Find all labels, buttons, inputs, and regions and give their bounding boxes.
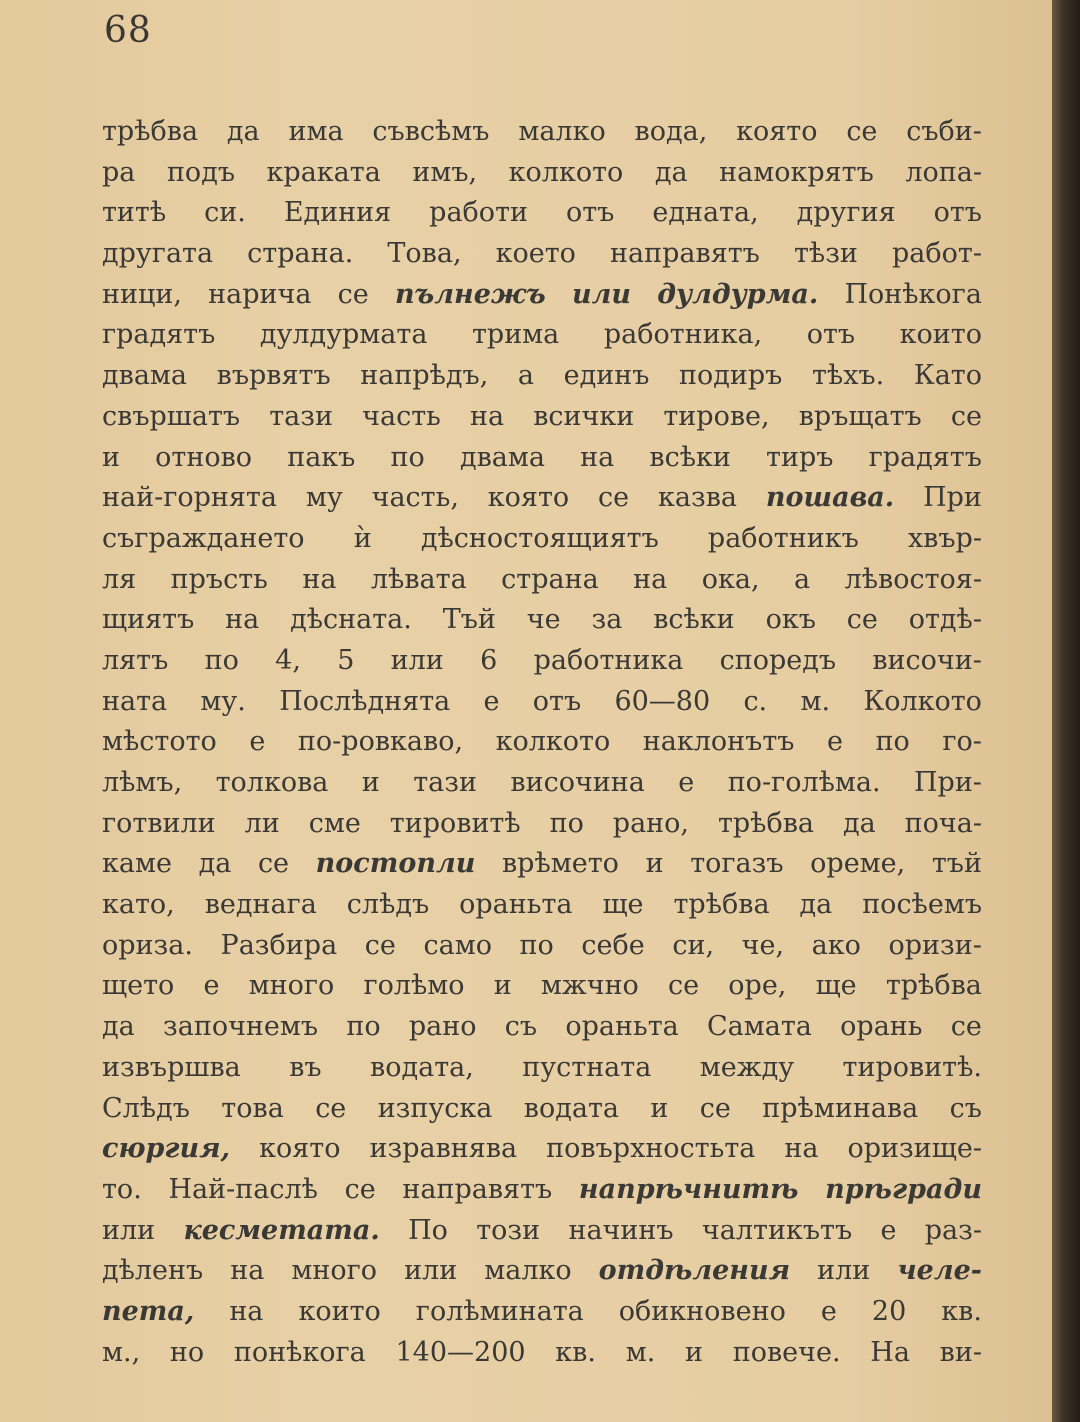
word: мѣстото	[102, 726, 217, 758]
emphasized-term: напрѣчнитѣ	[578, 1173, 799, 1205]
word: часть	[362, 400, 441, 432]
word: ви-	[939, 1336, 982, 1368]
text-line	[102, 885, 982, 926]
word: се	[315, 1092, 347, 1124]
text-line	[102, 682, 982, 723]
text-line	[102, 1089, 982, 1130]
word: сме	[308, 807, 361, 839]
word: на	[230, 1255, 265, 1287]
word: оризи-	[888, 929, 982, 961]
word: връщатъ	[798, 400, 922, 432]
word: и	[493, 970, 512, 1002]
word: страна	[501, 563, 599, 595]
word: 5	[337, 644, 355, 676]
word: си,	[672, 929, 715, 961]
word: трѣбва	[102, 116, 199, 147]
word: тази	[269, 400, 333, 432]
word: по	[519, 929, 554, 961]
word: е	[483, 685, 500, 717]
word: на	[225, 604, 260, 636]
word: малко	[518, 116, 606, 147]
word: напрѣдъ,	[360, 360, 489, 392]
word: се	[257, 848, 290, 880]
word: ораньта	[459, 889, 573, 921]
text-line	[102, 844, 982, 885]
word: оре,	[728, 970, 787, 1002]
word: тиръ	[766, 441, 834, 473]
word: се	[950, 1011, 982, 1043]
emphasized-term: пошава.	[765, 482, 895, 514]
word: хвър-	[907, 522, 982, 554]
word: височина	[510, 767, 645, 798]
word: има	[288, 116, 344, 147]
emphasized-term: или	[571, 278, 631, 310]
word: на	[302, 563, 337, 595]
word: да	[842, 807, 876, 839]
word: които	[899, 319, 982, 351]
word: отъ	[565, 197, 615, 229]
word: на	[633, 563, 668, 595]
word: вървятъ	[216, 360, 331, 392]
word: или	[390, 644, 444, 676]
word: изравнява	[369, 1133, 518, 1165]
word: по	[204, 644, 239, 676]
word: на	[784, 1133, 819, 1165]
emphasized-term: сюргия,	[102, 1133, 231, 1165]
word: само	[423, 929, 492, 961]
word: единъ	[563, 360, 650, 392]
word: Разбира	[220, 929, 338, 961]
word: вода,	[634, 116, 708, 147]
word: ли	[244, 807, 280, 839]
word: се	[344, 1173, 376, 1205]
text-line	[102, 1251, 982, 1292]
word: това	[221, 1092, 284, 1124]
word: да	[102, 1011, 135, 1043]
emphasized-term: отдѣления	[598, 1255, 791, 1287]
word: колкото	[508, 156, 624, 188]
word: лѣмъ,	[102, 767, 183, 798]
word: по	[549, 807, 584, 839]
word: Единия	[283, 197, 392, 229]
word: ореме,	[810, 848, 906, 880]
word: което	[495, 238, 576, 270]
word: 140—200	[395, 1336, 526, 1368]
text-line	[102, 112, 982, 153]
word: и	[102, 441, 120, 473]
word: веднага	[204, 889, 317, 921]
text-line	[102, 1292, 982, 1333]
word: кв.	[941, 1295, 982, 1327]
word: да	[198, 848, 232, 880]
word: толкова	[215, 767, 329, 798]
word: то.	[102, 1173, 142, 1205]
word: водата,	[370, 1051, 474, 1083]
word: го-	[942, 726, 982, 758]
word: като,	[102, 889, 175, 921]
word: щето	[102, 970, 175, 1002]
word: всѣки	[649, 441, 731, 473]
word: тази	[413, 767, 477, 798]
word: пустната	[522, 1051, 652, 1083]
word: които	[298, 1295, 381, 1327]
word: за	[591, 604, 623, 636]
word: е	[827, 726, 843, 758]
text-line	[102, 356, 982, 397]
word: 20	[871, 1295, 907, 1327]
word: кв.	[555, 1336, 596, 1368]
word: изпуска	[377, 1092, 493, 1124]
text-line	[102, 722, 982, 763]
text-line	[102, 1170, 982, 1211]
word: а	[517, 360, 535, 392]
word: направятъ	[610, 238, 760, 270]
word: слѣдъ	[346, 889, 430, 921]
word: ако	[811, 929, 861, 961]
word: работника,	[603, 319, 763, 351]
word: отдѣ-	[908, 604, 982, 636]
word: чалтикътъ	[701, 1214, 853, 1246]
word: ориза.	[102, 929, 193, 961]
word: Най-паслѣ	[168, 1173, 318, 1205]
word: щиятъ	[102, 604, 195, 636]
word: Самата	[707, 1011, 812, 1043]
word: При-	[913, 767, 982, 798]
word: извършва	[102, 1051, 241, 1083]
text-line	[102, 763, 982, 804]
text-line	[102, 519, 982, 560]
word: колкото	[495, 726, 611, 758]
word: окъ	[765, 604, 816, 636]
word: всѣки	[653, 604, 735, 636]
word: и	[685, 1336, 703, 1368]
word: поча-	[904, 807, 982, 839]
emphasized-term: прѣгради	[825, 1173, 982, 1205]
word: 4,	[275, 644, 301, 676]
word: часть,	[371, 482, 459, 514]
word: много	[248, 970, 335, 1002]
word: страна.	[247, 238, 354, 270]
word: но	[169, 1336, 205, 1368]
word: съ	[949, 1092, 982, 1124]
word: трима	[471, 319, 560, 351]
word: малко	[484, 1255, 572, 1287]
text-line	[102, 1129, 982, 1170]
text-line	[102, 478, 982, 519]
word: всички	[533, 400, 635, 432]
word: себе	[581, 929, 645, 961]
word: съ	[504, 1011, 538, 1043]
word: голѣмината	[415, 1295, 584, 1327]
word: тѣзи	[793, 238, 858, 270]
word: тъй	[931, 848, 982, 880]
word: ораньта	[565, 1011, 679, 1043]
word: на	[580, 441, 615, 473]
word: по	[390, 441, 425, 473]
word: е	[820, 1295, 837, 1327]
word: му.	[200, 685, 246, 717]
word: дѣсностоящиятъ	[420, 522, 659, 554]
word: и	[645, 848, 664, 880]
word: с.	[743, 685, 768, 717]
emphasized-term: пета,	[102, 1295, 195, 1327]
word: работника	[533, 644, 684, 676]
word: която	[259, 1133, 341, 1165]
word: лѣвостоя-	[844, 563, 982, 595]
word: на	[469, 400, 505, 432]
word: се	[598, 482, 630, 514]
word: другата	[102, 238, 214, 270]
word: споредъ	[719, 644, 837, 676]
text-line	[102, 804, 982, 845]
word: въ	[289, 1051, 322, 1083]
emphasized-term: постопли	[315, 848, 476, 880]
word: че,	[741, 929, 785, 961]
word: на	[229, 1295, 264, 1327]
word: се	[364, 929, 396, 961]
word: каме	[102, 848, 172, 880]
word: Понѣкога	[844, 278, 982, 310]
word: При	[923, 482, 982, 514]
text-line	[102, 315, 982, 356]
word: пръсть	[170, 563, 268, 595]
text-line	[102, 926, 982, 967]
word: отъ	[806, 319, 856, 351]
word: двама	[459, 441, 545, 473]
word: ока,	[701, 563, 760, 595]
word: трѣбва	[717, 807, 815, 839]
word: се	[950, 400, 982, 432]
word: казва	[658, 482, 737, 514]
text-line	[102, 560, 982, 601]
word: повърхностьта	[546, 1133, 756, 1165]
word: подиръ	[679, 360, 783, 392]
word: Като	[913, 360, 982, 392]
word: се	[846, 116, 878, 147]
word: трѣбва	[673, 889, 770, 921]
word: е	[678, 767, 695, 798]
word: по	[346, 1011, 381, 1043]
word: 6	[480, 644, 498, 676]
word: пакъ	[287, 441, 356, 473]
word: тѣхъ.	[811, 360, 885, 392]
word: На	[870, 1336, 910, 1368]
word: си.	[204, 197, 246, 229]
text-line	[102, 600, 982, 641]
text-line	[102, 234, 982, 275]
word: и	[650, 1092, 669, 1124]
word: направятъ	[402, 1173, 553, 1205]
word: рано	[408, 1011, 477, 1043]
text-line	[102, 1048, 982, 1089]
word: по-голѣма.	[727, 767, 881, 798]
word: лятъ	[102, 644, 169, 676]
word: височи-	[872, 644, 982, 676]
text-line	[102, 438, 982, 479]
emphasized-term: челе-	[897, 1255, 982, 1287]
word: съби-	[906, 116, 982, 147]
word: нарича	[208, 278, 312, 310]
body-text	[102, 112, 982, 1373]
text-line	[102, 641, 982, 682]
word: обикновено	[618, 1295, 786, 1327]
word: е	[249, 726, 266, 758]
word: краката	[266, 156, 381, 188]
word: Послѣднята	[279, 685, 451, 717]
word: градятъ	[102, 319, 216, 351]
word: трѣбва	[885, 970, 982, 1002]
word: орань	[840, 1011, 923, 1043]
page-number: 68	[104, 10, 152, 51]
word: Тъй	[442, 604, 496, 636]
word: дулдурмата	[259, 319, 428, 351]
word: м.	[800, 685, 831, 717]
word: ще	[602, 889, 644, 921]
word: отново	[155, 441, 253, 473]
word: понѣкога	[233, 1336, 366, 1368]
word: по	[875, 726, 910, 758]
word: ници,	[102, 278, 182, 310]
word: се	[846, 604, 878, 636]
word: която	[736, 116, 818, 147]
word: ще	[815, 970, 857, 1002]
word: лопа-	[905, 156, 982, 188]
word: начинъ	[568, 1214, 674, 1246]
word: която	[487, 482, 570, 514]
text-line	[102, 966, 982, 1007]
word: ра	[102, 156, 136, 188]
word: Това,	[387, 238, 462, 270]
word: и	[361, 767, 380, 798]
word: тогазъ	[690, 848, 784, 880]
word: Слѣдъ	[102, 1092, 190, 1124]
word: най-горнята	[102, 482, 277, 514]
word: съвсѣмъ	[372, 116, 490, 147]
text-line	[102, 193, 982, 234]
word: двама	[102, 360, 188, 392]
word: посѣемъ	[862, 889, 982, 921]
word: м.,	[102, 1336, 141, 1368]
text-line	[102, 275, 982, 316]
text-line	[102, 1211, 982, 1252]
word: се	[699, 1092, 731, 1124]
word: дѣсната.	[290, 604, 412, 636]
word: ля	[102, 563, 137, 595]
word: да	[654, 156, 688, 188]
word: или	[102, 1214, 156, 1246]
word: врѣмето	[501, 848, 619, 880]
word: да	[799, 889, 833, 921]
word: тировитѣ.	[842, 1051, 982, 1083]
text-line	[102, 1333, 982, 1374]
word: градятъ	[868, 441, 982, 473]
word: че	[526, 604, 561, 636]
word: свършатъ	[102, 400, 241, 432]
word: наклонътъ	[642, 726, 795, 758]
word: по-ровкаво,	[297, 726, 464, 758]
word: работ-	[892, 238, 982, 270]
word: между	[699, 1051, 795, 1083]
word: му	[305, 482, 343, 514]
word: прѣминава	[762, 1092, 919, 1124]
word: раз-	[924, 1214, 982, 1246]
word: оризище-	[847, 1133, 982, 1165]
word: подъ	[166, 156, 235, 188]
word: Колкото	[863, 685, 982, 717]
word: отъ	[933, 197, 982, 229]
word: По	[408, 1214, 448, 1246]
word: титѣ	[102, 197, 167, 229]
word: имъ,	[412, 156, 478, 188]
word: лѣвата	[370, 563, 467, 595]
word: този	[476, 1214, 541, 1246]
emphasized-term: кесметата.	[183, 1214, 380, 1246]
word: голѣмо	[363, 970, 465, 1002]
word: се	[668, 970, 700, 1002]
word: мжчно	[540, 970, 639, 1002]
page-edge-shadow	[1052, 0, 1080, 1422]
word: се	[337, 278, 369, 310]
word: или	[817, 1255, 871, 1287]
word: едната,	[652, 197, 759, 229]
word: е	[880, 1214, 897, 1246]
word: тировитѣ	[389, 807, 521, 839]
text-line	[102, 153, 982, 194]
word: повече.	[732, 1336, 841, 1368]
word: работникъ	[707, 522, 859, 554]
word: съграждането	[102, 522, 305, 554]
word: е	[203, 970, 220, 1002]
word: 60—80	[614, 685, 711, 717]
text-line	[102, 397, 982, 438]
word: работи	[429, 197, 528, 229]
word: дѣленъ	[102, 1255, 204, 1287]
word: ната	[102, 685, 168, 717]
word: водата	[523, 1092, 619, 1124]
word: отъ	[532, 685, 582, 717]
word: започнемъ	[163, 1011, 319, 1043]
word: м.	[625, 1336, 656, 1368]
emphasized-term: пълнежъ	[394, 278, 546, 310]
word: много	[291, 1255, 378, 1287]
word: другия	[796, 197, 896, 229]
word: тирове,	[663, 400, 770, 432]
word: ѝ	[353, 522, 372, 554]
word: а	[794, 563, 811, 595]
word: рано,	[612, 807, 690, 839]
text-line	[102, 1007, 982, 1048]
emphasized-term: дулдурма.	[657, 278, 819, 310]
word: готвили	[102, 807, 216, 839]
word: намокрятъ	[719, 156, 874, 188]
word: да	[226, 116, 260, 147]
word: или	[404, 1255, 458, 1287]
